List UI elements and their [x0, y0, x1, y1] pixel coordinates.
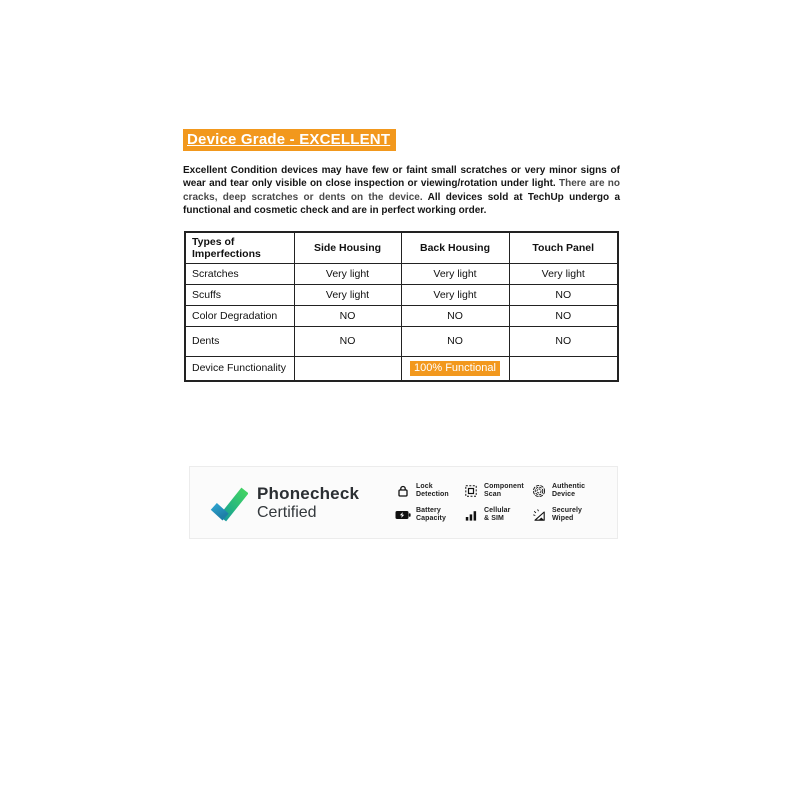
- feature-label: Cellular & SIM: [484, 506, 511, 522]
- feature-component-scan: [463, 483, 527, 499]
- cell-touch: NO: [509, 326, 618, 356]
- cell-side: NO: [294, 305, 401, 326]
- cell-back: NO: [401, 305, 509, 326]
- feature-cellular-sim: [463, 507, 527, 523]
- description-part3: All devices sold at TechUp undergo a functional and cosmetic check and are in perfect working order.: [183, 191, 621, 217]
- cell-back: [401, 356, 509, 381]
- brand-subtitle: Certified: [257, 503, 317, 521]
- feature-securely-wiped: [531, 507, 595, 523]
- cell-touch: NO: [509, 284, 618, 305]
- description-part1: Excellent Condition devices may have few or faint small scratches or very minor signs of wear and tear only visible on close inspection or viewing/rotation under light.: [183, 165, 620, 190]
- lock-icon: [395, 483, 411, 498]
- cell-back: NO: [401, 326, 509, 356]
- row-label: Dents: [185, 326, 294, 356]
- phonecheck-logo: [210, 481, 359, 525]
- component-scan-icon: [463, 483, 479, 498]
- table-row-dents: [185, 326, 618, 356]
- phonecheck-logo-text: [257, 484, 359, 522]
- feature-label: Component Scan: [484, 482, 524, 498]
- row-label: Device Functionality: [185, 356, 294, 381]
- cell-side: [294, 356, 401, 381]
- fingerprint-icon: [531, 483, 547, 498]
- description-part2: There are no cracks, deep scratches or dents on the device.: [183, 178, 620, 203]
- cell-touch: NO: [509, 305, 618, 326]
- wipe-icon: [531, 507, 547, 522]
- signal-bars-icon: [463, 507, 479, 522]
- row-label: Scuffs: [185, 284, 294, 305]
- header-types-of-imperfections: Types of Imperfections: [185, 232, 294, 263]
- condition-description: [183, 164, 620, 218]
- row-label: Color Degradation: [185, 305, 294, 326]
- cell-side: NO: [294, 326, 401, 356]
- table-row-color-degradation: [185, 305, 618, 326]
- feature-authentic-device: [531, 483, 595, 499]
- feature-label: Battery Capacity: [416, 506, 446, 522]
- row-label: Scratches: [185, 263, 294, 284]
- cell-side: Very light: [294, 263, 401, 284]
- features-grid: [395, 483, 595, 523]
- battery-icon: [395, 507, 411, 522]
- functional-highlight: 100% Functional: [410, 361, 500, 376]
- table-row-scuffs: [185, 284, 618, 305]
- checkmark-icon: [210, 481, 248, 525]
- cell-touch: [509, 356, 618, 381]
- header-touch-panel: Touch Panel: [509, 232, 618, 263]
- feature-battery-capacity: [395, 507, 459, 523]
- feature-label: Authentic Device: [552, 482, 586, 498]
- table-header-row: [185, 232, 618, 263]
- cell-back: Very light: [401, 263, 509, 284]
- feature-label: Lock Detection: [416, 482, 449, 498]
- cell-touch: Very light: [509, 263, 618, 284]
- phonecheck-badge: [189, 466, 618, 539]
- cell-back: Very light: [401, 284, 509, 305]
- header-back-housing: Back Housing: [401, 232, 509, 263]
- imperfections-table: [184, 231, 619, 382]
- brand-name: Phonecheck: [257, 483, 360, 503]
- feature-lock-detection: [395, 483, 459, 499]
- table-row-device-functionality: [185, 356, 618, 381]
- grade-title: Device Grade - EXCELLENT: [183, 129, 396, 151]
- table-row-scratches: [185, 263, 618, 284]
- cell-side: Very light: [294, 284, 401, 305]
- header-side-housing: Side Housing: [294, 232, 401, 263]
- feature-label: Securely Wiped: [552, 506, 582, 522]
